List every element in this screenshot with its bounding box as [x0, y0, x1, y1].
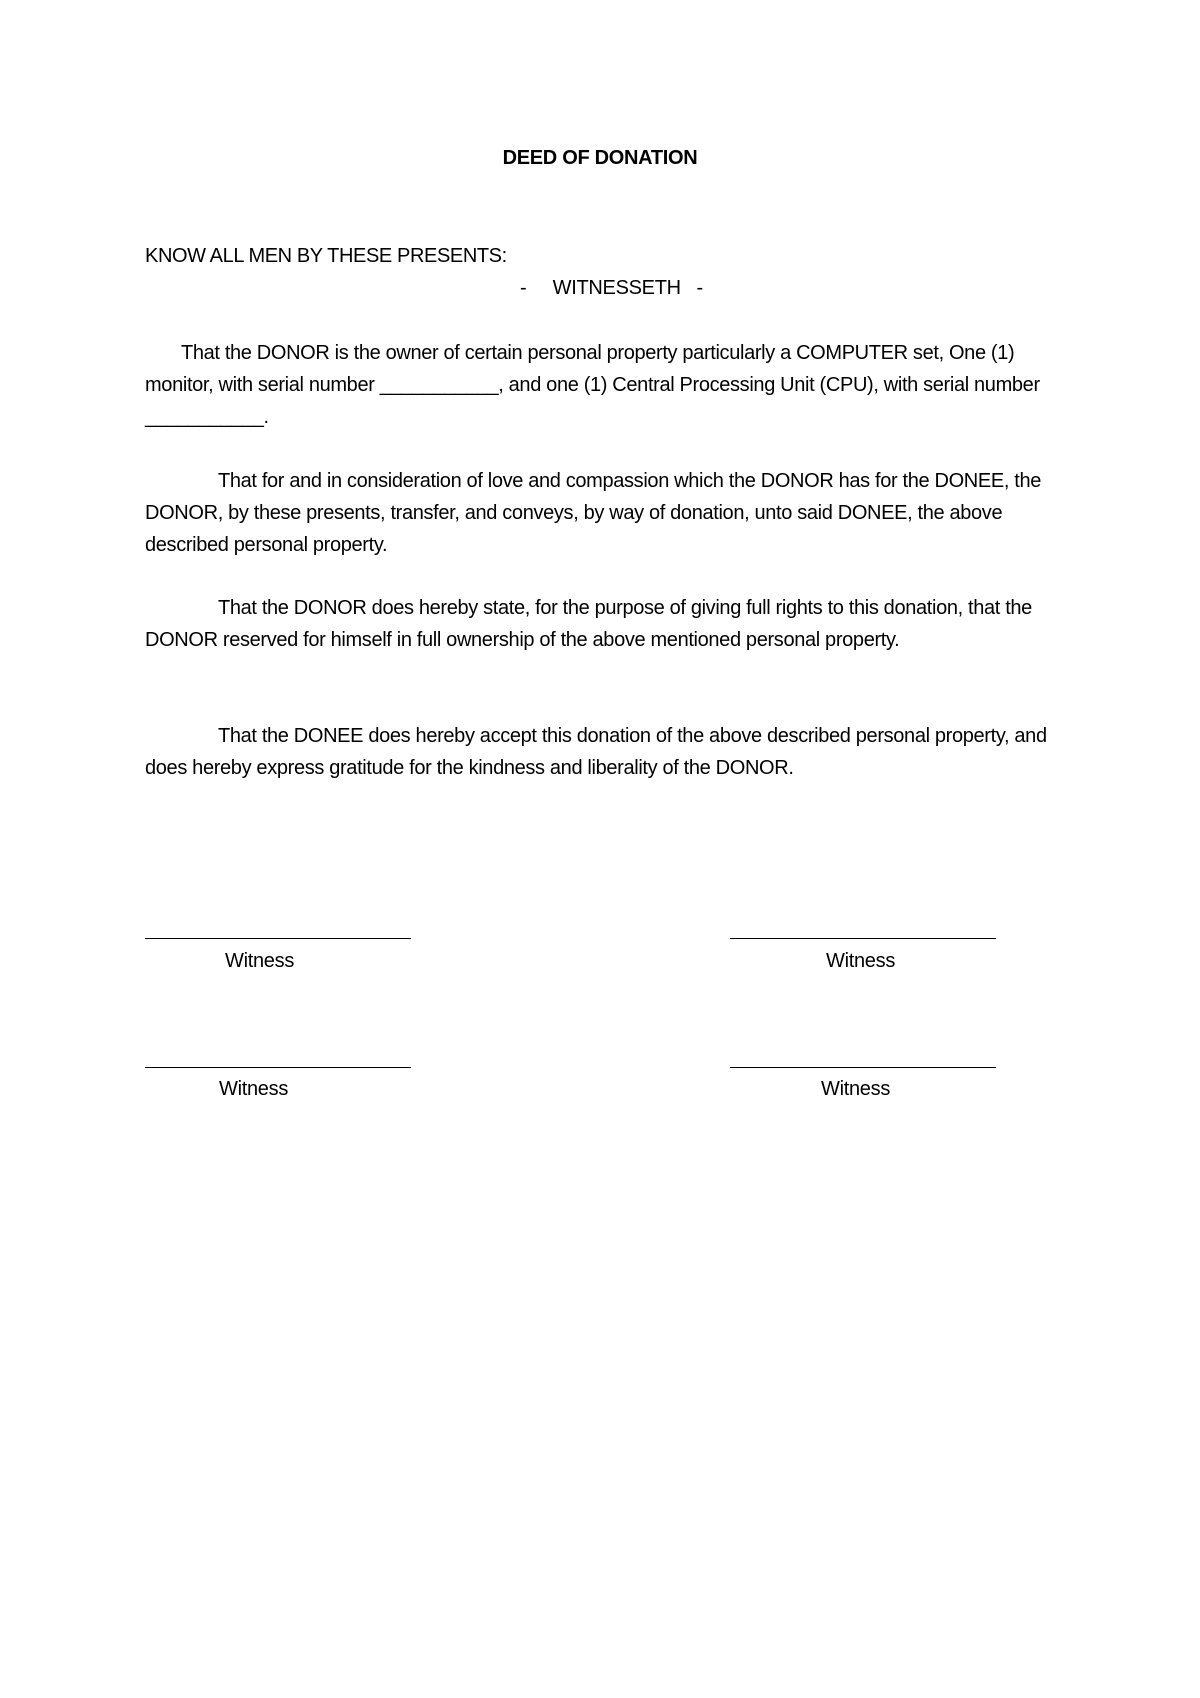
signature-line-bottom-left — [145, 1067, 411, 1068]
paragraph-reservation: That the DONOR does hereby state, for the purpose of giving full rights to this donation, that the DONOR reserved for himself in full ownership of the above mentioned personal property. — [145, 597, 1032, 651]
paragraph-acceptance: That the DONEE does hereby accept this donation of the above described personal property, and does hereby express gratitude for the kindness and liberality of the DONOR. — [145, 725, 1047, 779]
signature-label-top-right: Witness — [826, 950, 896, 972]
opening-line: KNOW ALL MEN BY THESE PRESENTS: — [145, 245, 507, 267]
paragraph-ownership: That the DONOR is the owner of certain personal property particularly a COMPUTER set, One (1) monitor, with serial number ___________, and one (1) Central Processing Unit (CPU), with serial number ___________. — [145, 342, 1040, 428]
witnesseth-heading: - WITNESSETH - — [520, 277, 703, 299]
paragraph-consideration: That for and in consideration of love and compassion which the DONOR has for the DONEE, the DONOR, by these presents, transfer, and conveys, by way of donation, unto said DONEE, the above described personal property. — [145, 470, 1042, 556]
signature-label-top-left: Witness — [225, 950, 295, 972]
signature-label-bottom-left: Witness — [219, 1078, 289, 1100]
signature-label-bottom-right: Witness — [821, 1078, 891, 1100]
signature-line-top-left — [145, 938, 411, 939]
document-title: DEED OF DONATION — [502, 147, 698, 169]
signature-line-bottom-right — [730, 1067, 996, 1068]
signature-line-top-right — [730, 938, 996, 939]
